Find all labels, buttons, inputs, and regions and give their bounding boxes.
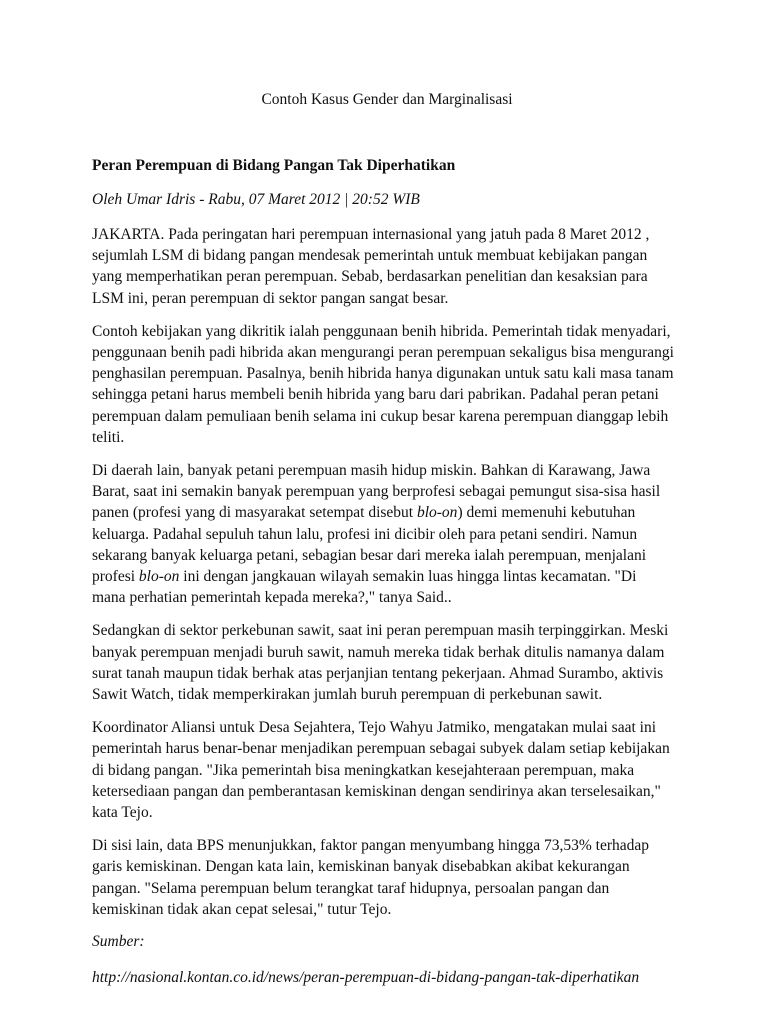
text-line: garis kemiskinan. Dengan kata lain, kemiskinan banyak disebabkan akibat kekurangan	[92, 858, 630, 876]
paragraph-6	[92, 835, 682, 920]
text-line: ketersediaan pangan dan pemberantasan kemiskinan dengan sendirinya akan terselesaikan,"	[92, 782, 661, 800]
text-run: ) demi memenuhi kebutuhan	[457, 504, 636, 522]
text-line: yang memperhatikan peran perempuan. Sebab, berdasarkan penelitian dan kesaksian para	[92, 268, 648, 286]
text-run: panen (profesi yang di masyarakat setempat disebut	[92, 504, 417, 522]
text-line: Sawit Watch, tidak memperkirakan jumlah buruh perempuan di perkebunan sawit.	[92, 686, 603, 704]
italic-term: blo-on	[416, 504, 458, 522]
text-line: Sedangkan di sektor perkebunan sawit, saat ini peran perempuan masih terpinggirkan. Meski	[92, 622, 669, 640]
text-line: banyak perempuan menjadi buruh sawit, namuh mereka tidak berhak ditulis namanya dalam	[92, 643, 665, 661]
text-line: LSM ini, peran perempuan di sektor pangan sangat besar.	[92, 289, 449, 307]
article-byline: Oleh Umar Idris - Rabu, 07 Maret 2012 | 20:52 WIB	[92, 191, 420, 208]
paragraph-5	[92, 717, 682, 823]
text-line	[92, 502, 682, 523]
text-line: perempuan dalam pemuliaan benih selama ini cukup besar karena perempuan dianggap lebih	[92, 407, 669, 425]
source-url: http://nasional.kontan.co.id/news/peran-perempuan-di-bidang-pangan-tak-diperhatikan	[92, 969, 640, 987]
paragraph-4	[92, 620, 682, 705]
text-line: mana perhatian pemerintah kepada mereka?," tanya Said..	[92, 589, 452, 607]
text-run: ini dengan jangkauan wilayah semakin luas hingga lintas kecamatan. "Di	[179, 568, 637, 586]
text-line: sejumlah LSM di bidang pangan mendesak pemerintah untuk membuat kebijakan pangan	[92, 247, 648, 265]
source-label: Sumber:	[92, 933, 145, 951]
text-line: kemiskinan tidak akan cepat selesai," tutur Tejo.	[92, 900, 392, 918]
text-line: JAKARTA. Pada peringatan hari perempuan internasional yang jatuh pada 8 Maret 2012 ,	[92, 226, 650, 243]
article-title: Peran Perempuan di Bidang Pangan Tak Diperhatikan	[92, 157, 456, 174]
text-line: surat tanah maupun tidak berhak atas perjanjian tentang pekerjaan. Ahmad Surambo, aktivis	[92, 664, 664, 682]
document-page	[92, 90, 682, 988]
text-run: profesi	[92, 568, 139, 586]
text-line: keluarga. Padahal sepuluh tahun lalu, profesi ini dicibir oleh para petani sendiri. Namun	[92, 525, 638, 543]
text-line: penghasilan perempuan. Pasalnya, benih hibrida hanya digunakan untuk satu kali masa tanam	[92, 365, 674, 383]
text-line: sehingga petani harus membeli benih hibrida yang baru dari pabrikan. Padahal peran petani	[92, 386, 659, 404]
paragraph-2	[92, 321, 682, 448]
paragraph-1	[92, 224, 682, 309]
italic-term: blo-on	[138, 568, 180, 586]
document-title: Contoh Kasus Gender dan Marginalisasi	[261, 91, 513, 108]
text-line: Di daerah lain, banyak petani perempuan masih hidup miskin. Bahkan di Karawang, Jawa	[92, 462, 651, 480]
paragraph-3	[92, 460, 682, 608]
text-line: Contoh kebijakan yang dikritik ialah penggunaan benih hibrida. Pemerintah tidak menyadari,	[92, 322, 671, 340]
text-line: di bidang pangan. "Jika pemerintah bisa meningkatkan kesejahteraan perempuan, maka	[92, 761, 635, 779]
text-line: Koordinator Aliansi untuk Desa Sejahtera, Tejo Wahyu Jatmiko, mengatakan mulai saat ini	[92, 719, 657, 737]
text-line: pangan. "Selama perempuan belum terangkat taraf hidupnya, persoalan pangan dan	[92, 879, 610, 897]
text-line: sekarang banyak keluarga petani, sebagian besar dari mereka ialah perempuan, menjalani	[92, 546, 647, 564]
text-line	[92, 566, 682, 587]
text-line: penggunaan benih padi hibrida akan mengurangi peran perempuan sekaligus bisa mengurangi	[92, 344, 674, 362]
text-line: kata Tejo.	[92, 804, 153, 822]
text-line: Di sisi lain, data BPS menunjukkan, faktor pangan menyumbang hingga 73,53% terhadap	[92, 837, 650, 855]
text-line: Barat, saat ini semakin banyak perempuan yang berprofesi sebagai pemungut sisa-sisa hasil	[92, 483, 661, 501]
text-line: teliti.	[92, 428, 125, 446]
text-line: pemerintah harus benar-benar menjadikan perempuan sebagai subyek dalam setiap kebijakan	[92, 740, 670, 758]
